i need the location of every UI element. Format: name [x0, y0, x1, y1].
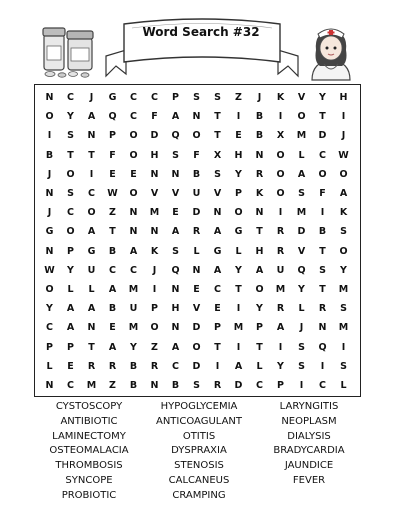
grid-letter[interactable]: A — [87, 303, 96, 315]
grid-letter[interactable]: S — [214, 168, 221, 180]
grid-letter[interactable]: I — [299, 379, 304, 391]
grid-letter[interactable]: N — [45, 379, 54, 391]
grid-letter[interactable]: Y — [235, 264, 242, 276]
grid-letter[interactable]: B — [318, 226, 327, 238]
grid-letter[interactable]: H — [234, 149, 243, 161]
grid-letter[interactable]: N — [87, 322, 96, 334]
grid-letter[interactable]: E — [214, 303, 221, 315]
grid-letter[interactable]: R — [276, 245, 285, 257]
grid-letter[interactable]: A — [171, 341, 180, 353]
grid-letter[interactable]: E — [130, 168, 137, 180]
grid-letter[interactable]: L — [298, 303, 305, 315]
word-search-grid-border — [34, 84, 361, 397]
grid-letter[interactable]: W — [44, 264, 55, 276]
grid-letter[interactable]: B — [129, 379, 138, 391]
grid-letter[interactable]: D — [318, 130, 327, 142]
grid-letter[interactable]: M — [128, 283, 139, 295]
grid-letter[interactable]: R — [276, 226, 285, 238]
grid-letter[interactable]: I — [47, 130, 52, 142]
grid-letter[interactable]: C — [46, 322, 53, 334]
grid-letter[interactable]: X — [276, 130, 285, 142]
grid-letter[interactable]: S — [193, 379, 200, 391]
grid-letter[interactable]: M — [128, 322, 139, 334]
grid-letter[interactable]: S — [298, 188, 305, 200]
grid-letter[interactable]: T — [214, 130, 221, 142]
grid-letter[interactable]: C — [130, 111, 137, 123]
grid-letter[interactable]: V — [213, 188, 222, 200]
word-list-item: FEVER — [292, 474, 326, 486]
grid-letter[interactable]: S — [319, 264, 326, 276]
grid-letter[interactable]: Y — [130, 341, 137, 353]
grid-letter[interactable]: C — [130, 264, 137, 276]
grid-letter[interactable]: D — [234, 379, 243, 391]
grid-letter[interactable]: B — [108, 245, 117, 257]
grid-letter[interactable]: S — [340, 303, 347, 315]
grid-letter[interactable]: L — [256, 360, 263, 372]
grid-letter[interactable]: Z — [235, 92, 242, 104]
grid-letter[interactable]: C — [67, 207, 74, 219]
grid-letter[interactable]: H — [339, 92, 348, 104]
grid-letter[interactable]: B — [192, 168, 201, 180]
word-list-item — [254, 489, 364, 504]
grid-letter[interactable]: E — [109, 168, 116, 180]
grid-letter[interactable]: I — [278, 207, 283, 219]
grid-letter[interactable]: O — [318, 168, 327, 180]
grid-letter[interactable]: N — [150, 226, 159, 238]
grid-letter[interactable]: P — [277, 379, 284, 391]
grid-letter[interactable]: L — [235, 245, 242, 257]
grid-letter[interactable]: N — [171, 322, 180, 334]
grid-letter[interactable]: N — [45, 245, 54, 257]
grid-letter[interactable]: I — [89, 168, 94, 180]
grid-letter[interactable]: C — [88, 188, 95, 200]
grid-letter[interactable]: L — [46, 360, 53, 372]
grid-letter[interactable]: N — [150, 168, 159, 180]
grid-letter[interactable]: Y — [256, 303, 263, 315]
grid-letter[interactable]: T — [256, 226, 263, 238]
grid-letter[interactable]: O — [192, 341, 201, 353]
grid-letter[interactable]: V — [192, 303, 201, 315]
grid-letter[interactable]: A — [255, 264, 264, 276]
grid-letter[interactable]: O — [45, 283, 54, 295]
grid-letter[interactable]: Z — [151, 341, 158, 353]
grid-letter[interactable]: G — [87, 245, 96, 257]
grid-letter[interactable]: B — [129, 360, 138, 372]
grid-letter[interactable]: B — [255, 130, 264, 142]
grid-letter[interactable]: E — [235, 130, 242, 142]
letter-grid — [39, 88, 354, 395]
grid-letter[interactable]: O — [87, 207, 96, 219]
word-list-item: OSTEOMALACIA — [49, 445, 129, 457]
grid-letter[interactable]: Y — [235, 168, 242, 180]
grid-letter[interactable]: A — [234, 360, 243, 372]
word-list-item: PROBIOTIC — [61, 489, 117, 501]
grid-letter[interactable]: P — [256, 322, 263, 334]
grid-letter[interactable]: K — [276, 92, 285, 104]
grid-letter[interactable]: T — [256, 341, 263, 353]
grid-letter[interactable]: I — [236, 303, 241, 315]
grid-letter[interactable]: U — [129, 303, 138, 315]
grid-letter[interactable]: I — [152, 283, 157, 295]
grid-letter[interactable]: N — [150, 379, 159, 391]
grid-letter[interactable]: N — [87, 130, 96, 142]
grid-letter[interactable]: O — [276, 188, 285, 200]
grid-letter[interactable]: P — [46, 341, 53, 353]
grid-letter[interactable]: A — [339, 188, 348, 200]
header — [0, 0, 400, 88]
grid-letter[interactable]: L — [340, 379, 347, 391]
grid-letter[interactable]: L — [88, 283, 95, 295]
grid-letter[interactable]: U — [276, 264, 285, 276]
grid-letter[interactable]: N — [129, 207, 138, 219]
grid-letter[interactable]: A — [171, 111, 180, 123]
grid-letter[interactable]: I — [320, 207, 325, 219]
grid-letter[interactable]: H — [150, 149, 159, 161]
grid-letter[interactable]: I — [320, 360, 325, 372]
word-list-item: HYPOGLYCEMIA — [160, 401, 238, 412]
grid-letter[interactable]: P — [151, 303, 158, 315]
grid-letter[interactable]: J — [89, 92, 94, 104]
grid-letter[interactable]: E — [109, 322, 116, 334]
grid-letter[interactable]: S — [340, 360, 347, 372]
grid-letter[interactable]: S — [172, 149, 179, 161]
grid-letter[interactable]: W — [338, 149, 349, 161]
grid-letter[interactable]: J — [299, 322, 304, 334]
grid-letter[interactable]: L — [67, 283, 74, 295]
grid-letter[interactable]: C — [319, 149, 326, 161]
grid-letter[interactable]: A — [108, 341, 117, 353]
grid-letter[interactable]: Z — [109, 379, 116, 391]
grid-letter[interactable]: I — [236, 111, 241, 123]
grid-letter[interactable]: K — [255, 188, 264, 200]
grid-letter[interactable]: H — [171, 303, 180, 315]
grid-letter[interactable]: J — [47, 168, 52, 180]
grid-letter[interactable]: F — [193, 149, 200, 161]
word-list — [34, 400, 364, 504]
grid-letter[interactable]: I — [341, 111, 346, 123]
grid-letter[interactable]: O — [66, 168, 75, 180]
grid-letter[interactable]: D — [150, 130, 159, 142]
grid-letter[interactable]: T — [88, 341, 95, 353]
grid-letter[interactable]: H — [255, 245, 264, 257]
grid-letter[interactable]: Y — [67, 264, 74, 276]
grid-letter[interactable]: V — [150, 188, 159, 200]
grid-letter[interactable]: M — [149, 207, 160, 219]
grid-letter[interactable]: T — [319, 111, 326, 123]
grid-letter[interactable]: M — [86, 379, 97, 391]
word-list-item: LAMINECTOMY — [52, 430, 126, 442]
word-list-item: DYSPRAXIA — [171, 445, 227, 457]
grid-letter[interactable]: M — [296, 130, 307, 142]
grid-letter[interactable]: G — [234, 226, 243, 238]
grid-letter[interactable]: A — [129, 245, 138, 257]
grid-letter[interactable]: Y — [277, 360, 284, 372]
grid-letter[interactable]: N — [192, 264, 201, 276]
grid-letter[interactable]: I — [278, 111, 283, 123]
grid-letter[interactable]: A — [213, 264, 222, 276]
grid-letter[interactable]: O — [234, 207, 243, 219]
grid-letter[interactable]: C — [214, 283, 221, 295]
grid-letter[interactable]: Q — [171, 264, 180, 276]
grid-letter[interactable]: J — [257, 92, 262, 104]
grid-letter[interactable]: B — [45, 149, 54, 161]
grid-letter[interactable]: S — [214, 92, 221, 104]
grid-letter[interactable]: N — [255, 149, 264, 161]
grid-letter[interactable]: O — [150, 322, 159, 334]
grid-letter[interactable]: I — [215, 360, 220, 372]
grid-letter[interactable]: A — [87, 111, 96, 123]
grid-letter[interactable]: V — [297, 92, 306, 104]
grid-letter[interactable]: K — [339, 207, 348, 219]
grid-letter[interactable]: Q — [318, 341, 327, 353]
grid-letter[interactable]: O — [276, 168, 285, 180]
grid-letter[interactable]: N — [255, 207, 264, 219]
grid-letter[interactable]: O — [339, 245, 348, 257]
grid-letter[interactable]: B — [255, 111, 264, 123]
nurse-illustration — [302, 22, 360, 82]
grid-letter[interactable]: D — [297, 226, 306, 238]
grid-letter[interactable]: O — [129, 130, 138, 142]
grid-letter[interactable]: I — [236, 341, 241, 353]
word-list-item: JAUNDICE — [284, 460, 334, 472]
grid-letter[interactable]: N — [45, 92, 54, 104]
grid-letter[interactable]: B — [108, 303, 117, 315]
grid-letter[interactable]: T — [214, 111, 221, 123]
grid-letter[interactable]: S — [340, 226, 347, 238]
grid-letter[interactable]: N — [171, 283, 180, 295]
word-list-item: STENOSIS — [174, 460, 224, 472]
pill-bottles-illustration — [40, 24, 98, 80]
grid-letter[interactable]: O — [192, 130, 201, 142]
grid-letter[interactable]: R — [318, 303, 327, 315]
grid-letter[interactable]: M — [275, 283, 286, 295]
grid-letter[interactable]: L — [193, 245, 200, 257]
grid-letter[interactable]: R — [255, 168, 264, 180]
grid-letter[interactable]: M — [233, 322, 244, 334]
grid-letter[interactable]: O — [45, 111, 54, 123]
grid-letter[interactable]: G — [45, 226, 54, 238]
grid-letter[interactable]: C — [109, 264, 116, 276]
grid-letter[interactable]: A — [276, 322, 285, 334]
grid-letter[interactable]: A — [66, 303, 75, 315]
grid-letter[interactable]: C — [256, 379, 263, 391]
grid-letter[interactable]: A — [213, 226, 222, 238]
word-list-item: OTITIS — [182, 430, 216, 442]
grid-letter[interactable]: B — [171, 379, 180, 391]
grid-letter[interactable]: R — [192, 226, 201, 238]
grid-letter[interactable]: O — [276, 149, 285, 161]
grid-letter[interactable]: E — [67, 360, 74, 372]
grid-letter[interactable]: U — [192, 188, 201, 200]
word-list-item: CALCANEUS — [168, 474, 230, 486]
grid-letter[interactable]: A — [171, 226, 180, 238]
grid-letter[interactable]: D — [192, 360, 201, 372]
grid-letter[interactable]: C — [67, 379, 74, 391]
grid-letter[interactable]: N — [171, 168, 180, 180]
grid-letter[interactable]: R — [213, 379, 222, 391]
grid-letter[interactable]: M — [296, 207, 307, 219]
grid-letter[interactable]: L — [298, 149, 305, 161]
grid-letter[interactable]: Q — [171, 130, 180, 142]
grid-letter[interactable]: P — [235, 188, 242, 200]
grid-letter[interactable]: N — [213, 207, 222, 219]
grid-letter[interactable]: O — [297, 111, 306, 123]
grid-letter[interactable]: P — [109, 130, 116, 142]
grid-letter[interactable]: P — [67, 341, 74, 353]
grid-letter[interactable]: C — [151, 92, 158, 104]
grid-letter[interactable]: I — [278, 341, 283, 353]
grid-letter[interactable]: M — [338, 322, 349, 334]
grid-letter[interactable]: V — [297, 245, 306, 257]
grid-letter[interactable]: G — [108, 92, 117, 104]
grid-letter[interactable]: E — [172, 207, 179, 219]
grid-letter[interactable]: G — [213, 245, 222, 257]
grid-letter[interactable]: Q — [297, 264, 306, 276]
grid-letter[interactable]: T — [319, 283, 326, 295]
grid-letter[interactable]: N — [318, 322, 327, 334]
grid-letter[interactable]: O — [339, 168, 348, 180]
grid-letter[interactable]: A — [66, 322, 75, 334]
grid-letter[interactable]: S — [172, 245, 179, 257]
grid-letter[interactable]: A — [87, 226, 96, 238]
grid-letter[interactable]: S — [67, 188, 74, 200]
grid-letter[interactable]: F — [109, 149, 116, 161]
grid-letter[interactable]: C — [67, 92, 74, 104]
grid-letter[interactable]: X — [213, 149, 222, 161]
grid-letter[interactable]: Q — [108, 111, 117, 123]
grid-letter[interactable]: S — [67, 130, 74, 142]
grid-letter[interactable]: O — [255, 283, 264, 295]
puzzle-title: Word Search #32 — [142, 25, 260, 39]
grid-letter[interactable]: A — [297, 168, 306, 180]
grid-letter[interactable]: T — [214, 341, 221, 353]
grid-letter[interactable]: I — [341, 341, 346, 353]
word-list-item: ANTIBIOTIC — [60, 415, 118, 427]
grid-letter[interactable]: O — [66, 226, 75, 238]
grid-letter[interactable]: D — [192, 322, 201, 334]
grid-letter[interactable]: N — [45, 188, 54, 200]
grid-letter[interactable]: U — [87, 264, 96, 276]
grid-letter[interactable]: M — [338, 283, 349, 295]
grid-letter[interactable]: F — [319, 188, 326, 200]
word-list-item: DIALYSIS — [287, 430, 331, 442]
word-list-item: THROMBOSIS — [55, 460, 123, 472]
grid-letter[interactable]: C — [130, 92, 137, 104]
grid-letter[interactable]: Y — [340, 264, 347, 276]
grid-letter[interactable]: S — [298, 341, 305, 353]
word-list-item: ANTICOAGULANT — [155, 415, 243, 427]
grid-letter[interactable]: T — [88, 149, 95, 161]
grid-letter[interactable]: Y — [298, 283, 305, 295]
grid-letter[interactable]: P — [67, 245, 74, 257]
word-list-item: CRAMPING — [172, 489, 226, 501]
grid-letter[interactable]: N — [129, 226, 138, 238]
word-list-item: CYSTOSCOPY — [55, 401, 123, 412]
grid-letter[interactable]: Y — [46, 303, 53, 315]
grid-letter[interactable]: P — [172, 92, 179, 104]
grid-letter[interactable]: T — [319, 245, 326, 257]
grid-letter[interactable]: W — [107, 188, 118, 200]
grid-letter[interactable]: D — [192, 207, 201, 219]
word-list-item: NEOPLASM — [281, 415, 337, 427]
grid-letter[interactable]: E — [193, 283, 200, 295]
word-list-item: BRADYCARDIA — [273, 445, 345, 457]
grid-letter[interactable]: P — [214, 322, 221, 334]
grid-letter[interactable]: R — [87, 360, 96, 372]
grid-letter[interactable]: N — [192, 111, 201, 123]
grid-letter[interactable]: S — [193, 92, 200, 104]
grid-letter[interactable]: T — [235, 283, 242, 295]
grid-letter[interactable]: J — [341, 130, 346, 142]
word-list-item: SYNCOPE — [65, 474, 113, 486]
grid-letter[interactable]: R — [108, 360, 117, 372]
grid-letter[interactable]: O — [129, 188, 138, 200]
grid-letter[interactable]: T — [109, 226, 116, 238]
grid-letter[interactable]: F — [151, 111, 158, 123]
grid-letter[interactable]: C — [172, 360, 179, 372]
grid-letter[interactable]: A — [108, 283, 117, 295]
grid-letter[interactable]: K — [150, 245, 159, 257]
grid-letter[interactable]: Y — [67, 111, 74, 123]
grid-letter[interactable]: Y — [319, 92, 326, 104]
grid-letter[interactable]: C — [319, 379, 326, 391]
grid-letter[interactable]: Z — [109, 207, 116, 219]
grid-letter[interactable]: R — [276, 303, 285, 315]
grid-letter[interactable]: J — [152, 264, 157, 276]
grid-letter[interactable]: J — [47, 207, 52, 219]
grid-letter[interactable]: T — [67, 149, 74, 161]
grid-letter[interactable]: O — [129, 149, 138, 161]
grid-letter[interactable]: V — [171, 188, 180, 200]
grid-letter[interactable]: R — [150, 360, 159, 372]
word-list-item: LARYNGITIS — [279, 401, 339, 412]
grid-letter[interactable]: S — [298, 360, 305, 372]
